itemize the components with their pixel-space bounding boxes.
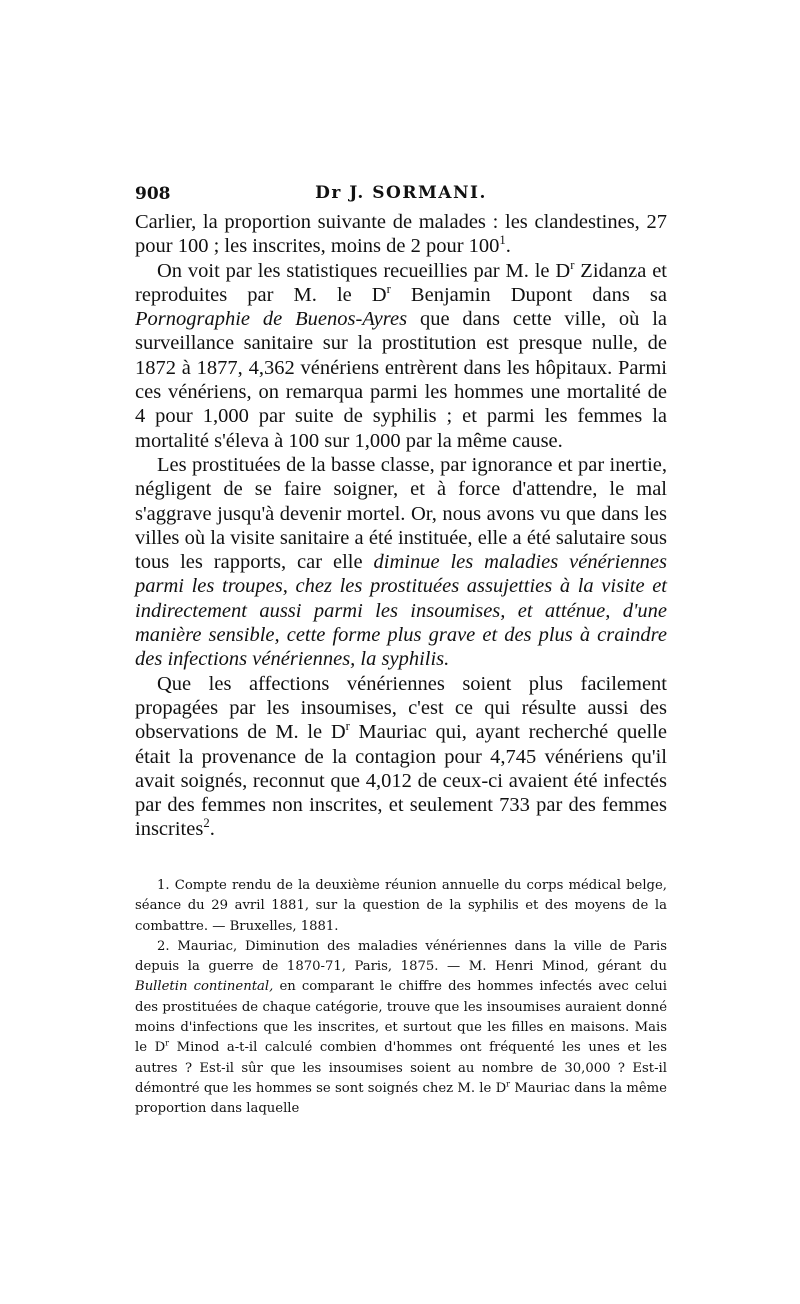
- paragraph-2-text-c: Benjamin Dupont dans sa: [390, 283, 667, 306]
- page-header: [135, 180, 667, 208]
- main-text: [135, 210, 667, 842]
- paragraph-3-text: Les prostituées de la basse classe, par ignorance et par inertie, négligent de se faire soigner, et à force d'attendre, le mal s'aggrave jusqu'à devenir mortel. Or, nous avons vu que dans les villes où la visite sanitaire a été instituée, elle a été salutaire sous tous les rapports, car elle: [135, 453, 667, 574]
- paragraph-3: [135, 453, 667, 672]
- footnote-2-text-d: Mauriac dans la même proportion dans laquelle: [135, 1080, 667, 1117]
- footnotes: [135, 876, 667, 1120]
- paragraph-1: [135, 210, 667, 259]
- footnote-1: 1. Compte rendu de la deuxième réunion annuelle du corps médical belge, séance du 29 avril 1881, sur la question de la syphilis et des moyens de la combattre. — Bruxelles, 1881.: [135, 878, 667, 934]
- title-abbrev-sup: r: [345, 719, 350, 734]
- footnote-ref-2: 2: [203, 816, 210, 831]
- book-title: Pornographie de Buenos-Ayres: [135, 308, 408, 331]
- paragraph-2-text-b: Zidanza et reproduites par M. le D: [135, 259, 667, 306]
- paragraph-2: [135, 259, 667, 453]
- paragraph-2-text-a: On voit par les statistiques recueillies par M. le D: [157, 259, 571, 282]
- title-abbrev-sup: r: [165, 1037, 170, 1048]
- paragraph-4-text-a: Que les affections vénériennes soient plus facilement propagées par les insoumises, c'est ce qui résulte aussi des observations de M. le D: [135, 672, 667, 744]
- paragraph-3-emphasis: diminue les maladies vénériennes parmi les troupes, chez les prostituées assujetties à la visite et indirectement aussi parmi les insoumises, et atténue, d'une manière sensible, cette forme plus grave et des plus à craindre des infections vénériennes, la syphilis.: [135, 551, 668, 671]
- title-abbrev-sup: r: [386, 282, 391, 297]
- footnote-2-text-b: en comparant le chiffre des hommes infectés avec celui des prostituées de chaque catégorie, trouve que les insoumises auraient donné moins d'infections que les inscrites, et surtout que les filles en maisons. Mais le D: [135, 979, 667, 1056]
- footnote-2-text-a: 2. Mauriac, Diminution des maladies vénériennes dans la ville de Paris depuis la guerre de 1870-71, Paris, 1875. — M. Henri Minod, gérant du: [135, 938, 667, 975]
- title-abbrev-sup: r: [570, 257, 575, 272]
- paragraph-1-text: Carlier, la proportion suivante de malades : les clandestines, 27 pour 100 ; les inscrites, moins de 2 pour 100: [135, 211, 667, 258]
- title-abbrev-sup: r: [506, 1078, 511, 1089]
- running-head: Dr J. SORMANI.: [315, 183, 487, 203]
- footnote-ref-1: 1: [499, 233, 506, 248]
- paragraph-4: [135, 672, 667, 842]
- paragraph-4-text-b: Mauriac qui, ayant recherché quelle était la provenance de la contagion pour 4,745 vénériens qu'il avait soignés, reconnut que 4,012 de ceux-ci avaient été infectés par des femmes non inscrites, et seulement 733 par des femmes inscrites: [135, 721, 668, 841]
- page-number: 908: [135, 184, 171, 204]
- paragraph-1-end: .: [505, 235, 511, 258]
- footnote-2-text-c: Minod a-t-il calculé combien d'hommes ont fréquenté les unes et les autres ? Est-il sûr que les insoumises soient au nombre de 30,000 ? Est-il démontré que les hommes se sont soignés chez M. le D: [135, 1040, 667, 1096]
- paragraph-2-text-d: que dans cette ville, où la surveillance sanitaire sur la prostitution est presque nulle, de 1872 à 1877, 4,362 vénériens entrèrent dans les hôpitaux. Parmi ces vénériens, on remarqua parmi les hommes une mortalité de 4 pour 1,000 par suite de syphilis ; et parmi les femmes la mortalité s'éleva à 100 sur 1,000 par la même cause.: [135, 308, 667, 452]
- paragraph-4-end: .: [209, 818, 215, 841]
- footnote-2: [135, 937, 667, 1120]
- journal-title: Bulletin continental,: [135, 979, 274, 995]
